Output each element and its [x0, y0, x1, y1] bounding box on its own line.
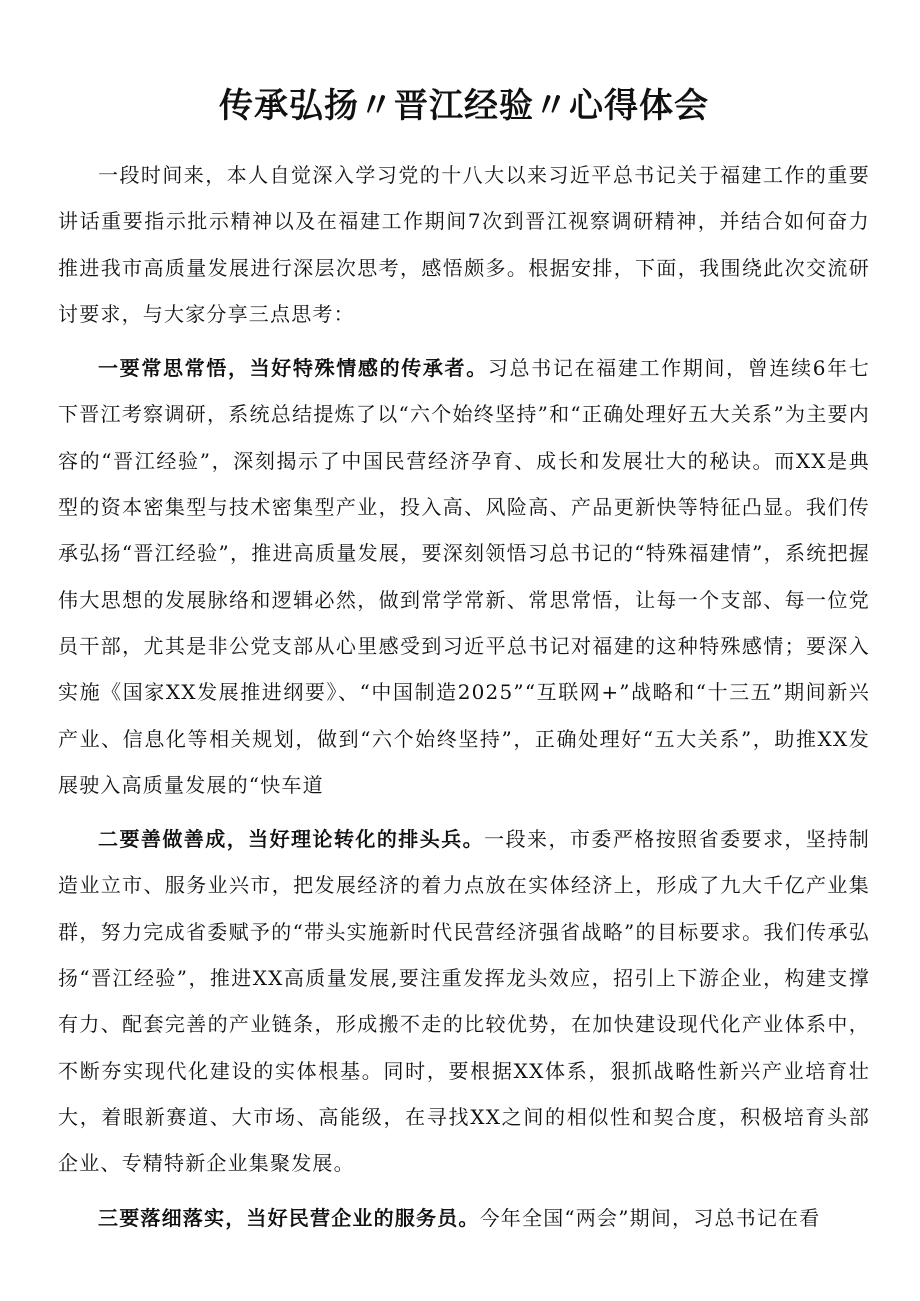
document-title: 传承弘扬〃晋江经验〃心得体会	[219, 86, 709, 126]
point-three-heading: 三要落细落实，当好民营企业的服务员。	[98, 1205, 480, 1230]
intro-paragraph	[58, 152, 870, 337]
point-two-heading: 二要善做善成，当好理论转化的排头兵。	[98, 827, 485, 852]
point-two-text: 一段来，市委严格按照省委要求，坚持制造业立市、服务业兴市，把发展经济的着力点放在实体经济上，形成了九大千亿产业集群，努力完成省委赋予的“带头实施新时代民营经济强省战略”的目标要求。我们传承弘扬“晋江经验”，推进XX高质量发展,要注重发挥龙头效应，招引上下游企业，构建支撑有力、配套完善的产业链条，形成搬不走的比较优势，在加快建设现代化产业体系中，不断夯实现代化建设的实体根基。同时，要根据XX体系，狠抓战略性新兴产业培育壮大，着眼新赛道、大市场、高能级，在寻找XX之间的相似性和契合度，积极培育头部企业、专精特新企业集聚发展。	[58, 827, 870, 1176]
point-one-heading: 一要常思常悟，当好特殊情感的传承者。	[98, 356, 488, 381]
point-three-text: 今年全国“两会”期间，习总书记在看	[479, 1205, 821, 1230]
point-one-paragraph	[58, 345, 870, 808]
point-one-text: 习总书记在福建工作期间，曾连续6年七下晋江考察调研，系统总结提炼了以“六个始终坚持”和“正确处理好五大关系”为主要内容的“晋江经验”，深刻揭示了中国民营经济孕育、成长和发展壮大的秘诀。而XX是典型的资本密集型与技术密集型产业，投入高、风险高、产品更新快等特征凸显。我们传承弘扬“晋江经验”，推进高质量发展，要深刻领悟习总书记的“特殊福建情”，系统把握伟大思想的发展脉络和逻辑必然，做到常学常新、常思常悟，让每一个支部、每一位党员干部，尤其是非公党支部从心里感受到习近平总书记对福建的这种特殊感情；要深入实施《国家XX发展推进纲要》、“中国制造2025”“互联网+”战略和“十三五”期间新兴产业、信息化等相关规划，做到“六个始终坚持”，正确处理好“五大关系”，助推XX发展驶入高质量发展的“快车道	[58, 356, 871, 797]
intro-paragraph-text: 一段时间来，本人自觉深入学习党的十八大以来习近平总书记关于福建工作的重要讲话重要指示批示精神以及在福建工作期间7次到晋江视察调研精神，并结合如何奋力推进我市高质量发展进行深层次思考，感悟颇多。根据安排，下面，我围绕此次交流研讨要求，与大家分享三点思考：	[58, 163, 870, 326]
point-three-paragraph	[58, 1195, 870, 1241]
point-two-paragraph	[58, 816, 870, 1186]
